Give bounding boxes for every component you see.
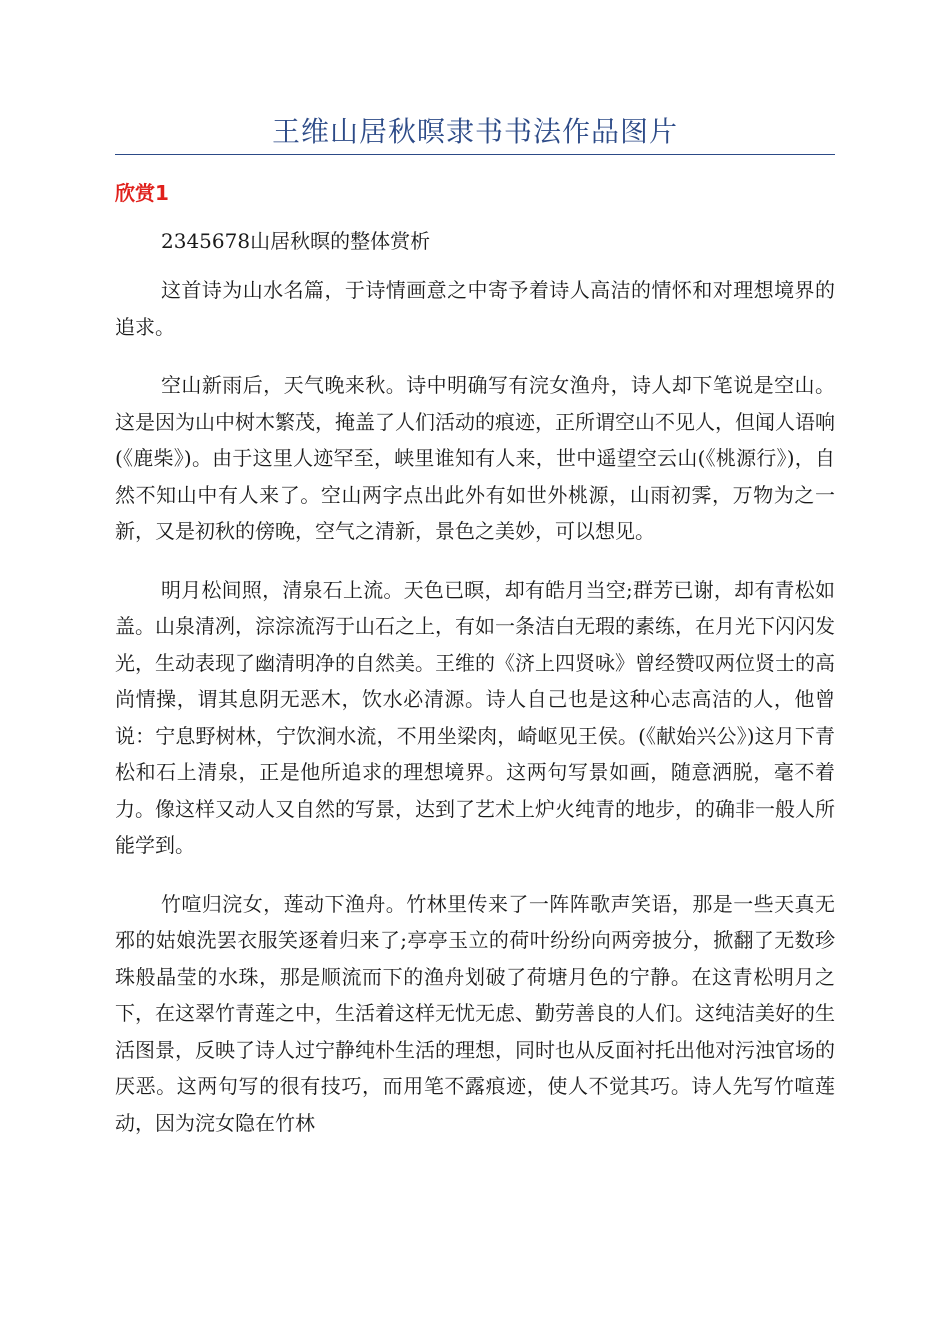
paragraph-mingyue: 明月松间照，清泉石上流。天色已暝，却有皓月当空;群芳已谢，却有青松如盖。山泉清冽，淙淙流泻于山石之上，有如一条洁白无瑕的素练，在月光下闪闪发光，生动表现了幽清明净的自然美。王维的《济上四贤咏》曾经赞叹两位贤士的高尚情操，谓其息阴无恶木，饮水必清源。诗人自己也是这种心志高洁的人，他曾说：宁息野树林，宁饮涧水流，不用坐梁肉，崎岖见王侯。(《献始兴公》)这月下青松和石上清泉，正是他所追求的理想境界。这两句写景如画，随意洒脱，毫不着力。像这样又动人又自然的写景，达到了艺术上炉火纯青的地步，的确非一般人所能学到。	[115, 577, 835, 857]
section-heading: 欣赏1	[115, 181, 169, 205]
article-body	[115, 224, 835, 1141]
page-title: 王维山居秋暝隶书书法作品图片	[271, 115, 678, 148]
title-divider	[115, 154, 835, 155]
article-subheading: 2345678山居秋暝的整体赏析	[161, 229, 431, 253]
paragraph-intro: 这首诗为山水名篇，于诗情画意之中寄予着诗人高洁的情怀和对理想境界的追求。	[115, 278, 835, 339]
paragraph-kongshan: 空山新雨后，天气晚来秋。诗中明确写有浣女渔舟，诗人却下笔说是空山。这是因为山中树木繁茂，掩盖了人们活动的痕迹，正所谓空山不见人，但闻人语响(《鹿柴》)。由于这里人迹罕至，峡里谁知有人来，世中遥望空云山(《桃源行》)，自然不知山中有人来了。空山两字点出此外有如世外桃源，山雨初霁，万物为之一新，又是初秋的傍晚，空气之清新，景色之美妙，可以想见。	[115, 373, 835, 543]
paragraph-zhuxuan: 竹喧归浣女，莲动下渔舟。竹林里传来了一阵阵歌声笑语，那是一些天真无邪的姑娘洗罢衣服笑逐着归来了;亭亭玉立的荷叶纷纷向两旁披分，掀翻了无数珍珠般晶莹的水珠，那是顺流而下的渔舟划破了荷塘月色的宁静。在这青松明月之下，在这翠竹青莲之中，生活着这样无忧无虑、勤劳善良的人们。这纯洁美好的生活图景，反映了诗人过宁静纯朴生活的理想，同时也从反面衬托出他对污浊官场的厌恶。这两句写的很有技巧，而用笔不露痕迹，使人不觉其巧。诗人先写竹喧莲动，因为浣女隐在竹林	[115, 891, 835, 1135]
